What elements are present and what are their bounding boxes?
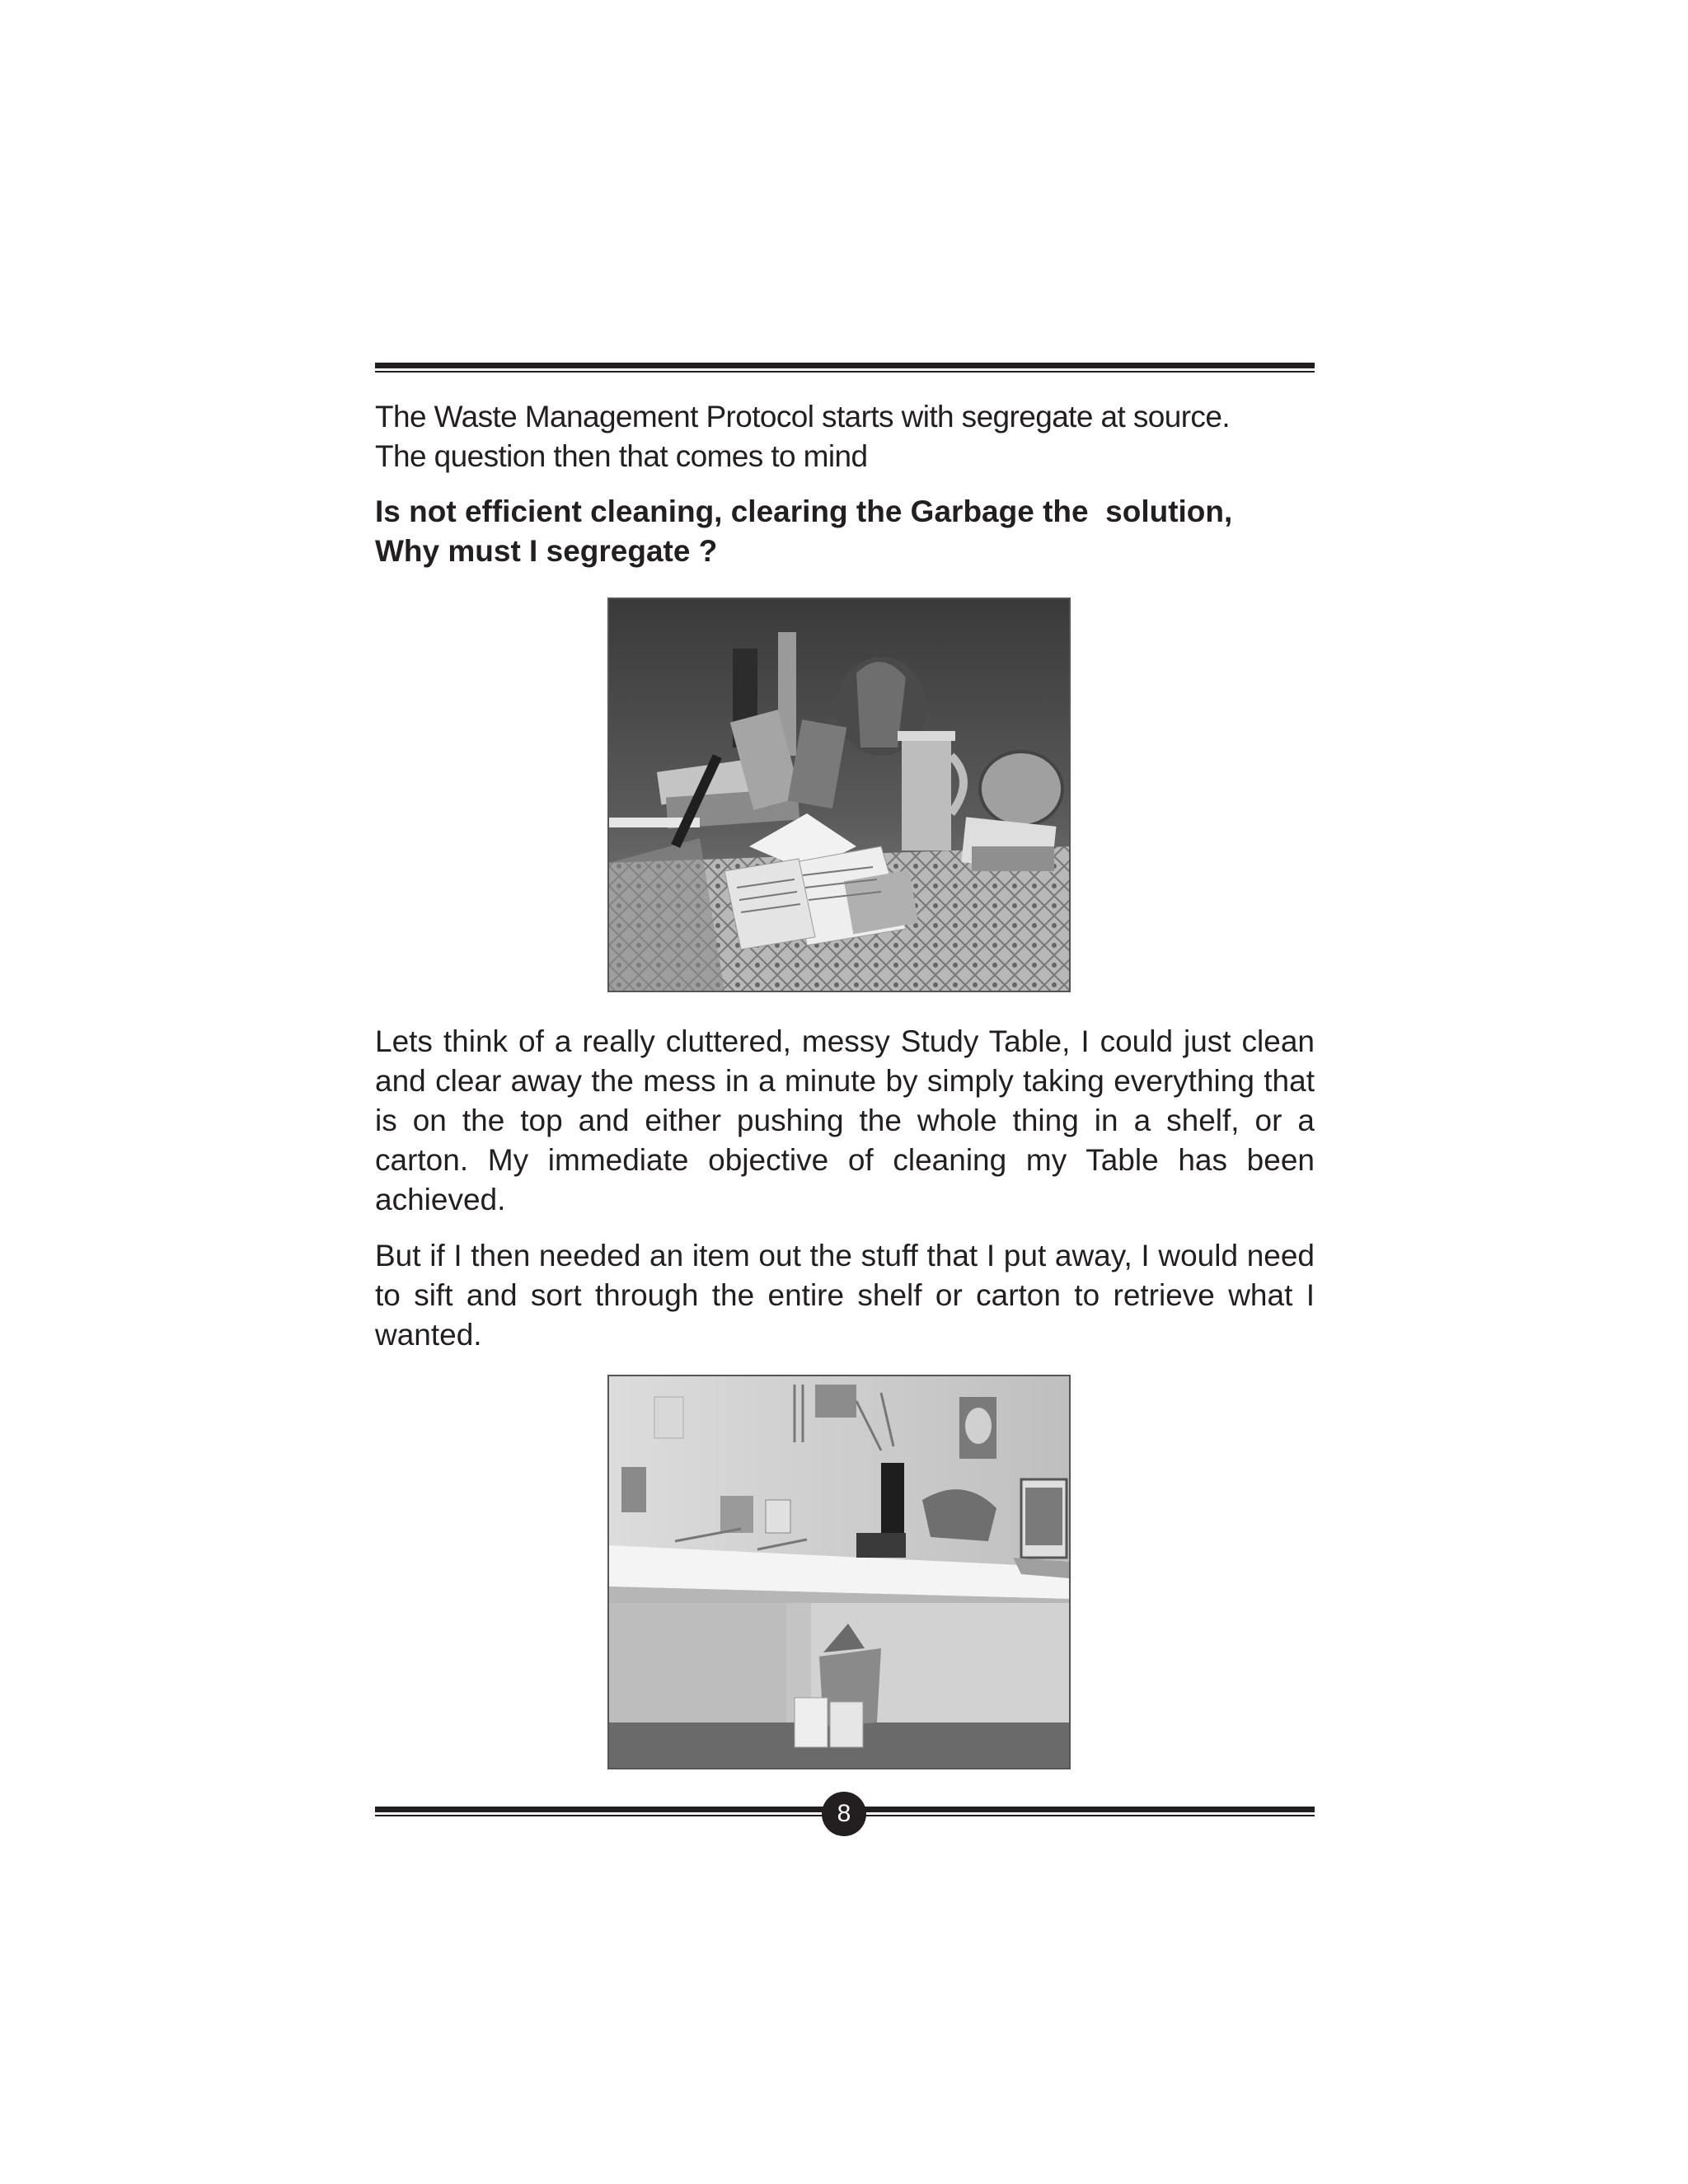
question-heading [375,492,1315,571]
intro-line-1: The Waste Management Protocol starts with segregate at source. [375,400,1230,434]
cluttered-table-illustration [609,599,1069,991]
paragraph-2: But if I then needed an item out the stuff that I put away, I would need to sift and sort through the entire shelf or carton to retrieve what I wanted. [375,1239,1315,1352]
question-line-1: Is not efficient cleaning, clearing the Garbage the solution, [375,494,1233,528]
question-line-2: Why must I segregate ? [375,534,718,568]
intro-line-2: The question then that comes to mind [375,439,868,473]
document-page [375,0,1315,2184]
page-number-badge: 8 [822,1792,866,1836]
tidy-desk-illustration [609,1376,1069,1768]
paragraph-1: Lets think of a really cluttered, messy Study Table, I could just clean and clear away the mess in a minute by simply taking everything that is on the top and either pushing the whole thing in a shelf, or a carton. My immediate objective of cleaning my Table has been achieved. [375,1024,1315,1216]
intro-paragraph [375,397,1315,476]
tidy-desk-photo [607,1375,1071,1769]
top-double-rule [375,363,1315,374]
cluttered-table-photo [607,598,1071,992]
